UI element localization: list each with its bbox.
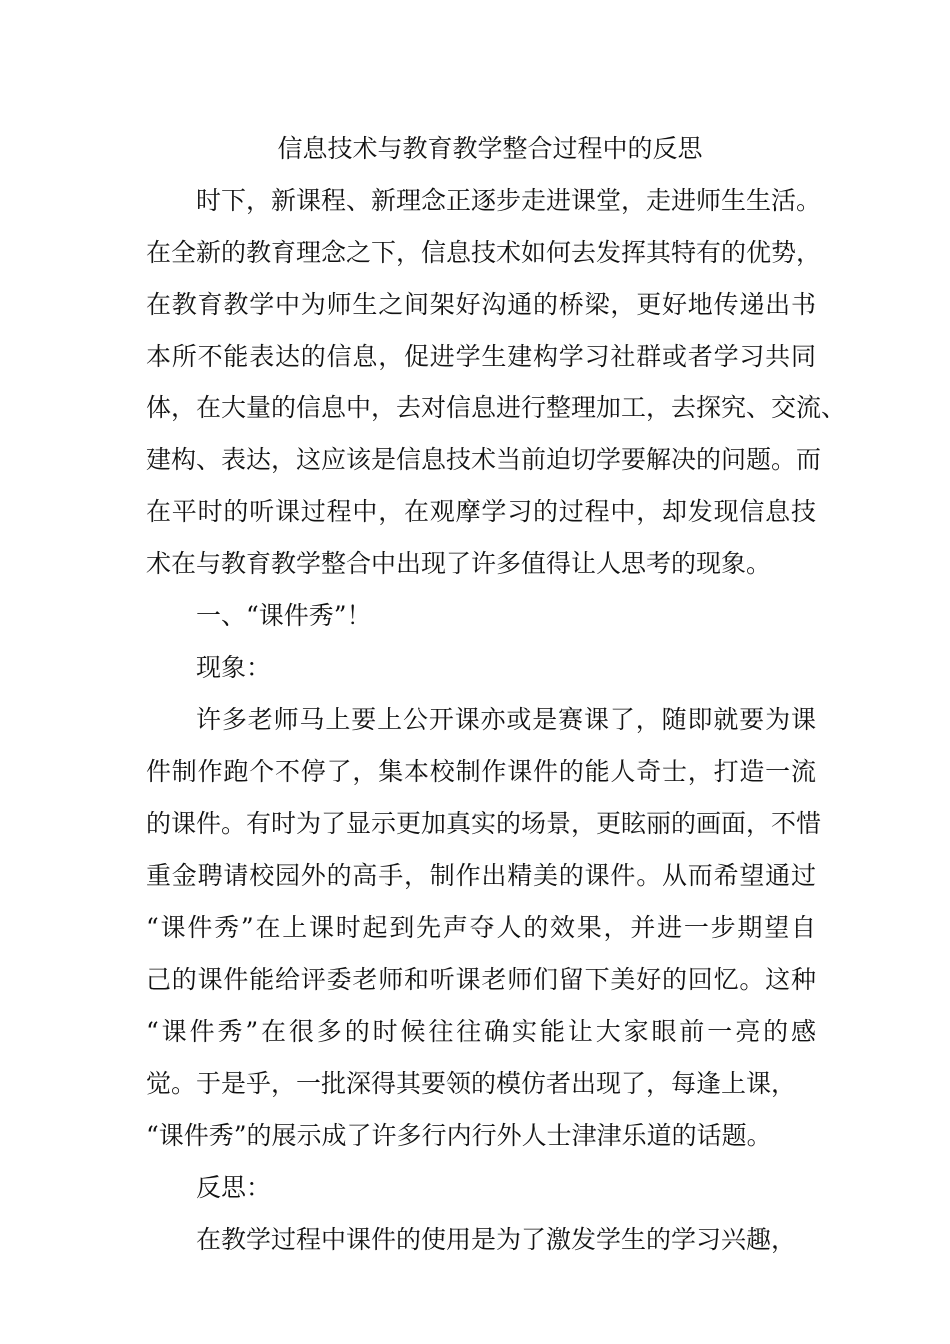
paragraph-line: 觉。于是乎，一批深得其要领的模仿者出现了，每逢上课， — [146, 1069, 797, 1098]
subheading-reflection: 反思： — [196, 1173, 272, 1202]
paragraph-line: 建构、表达，这应该是信息技术当前迫切学要解决的问题。而 — [146, 445, 822, 474]
paragraph-line: 在教育教学中为师生之间架好沟通的桥梁，更好地传递出书 — [146, 290, 816, 319]
paragraph-line: 本所不能表达的信息，促进学生建构学习社群或者学习共同 — [146, 342, 816, 371]
paragraph-line: 体，在大量的信息中，去对信息进行整理加工，去探究、交流、 — [146, 393, 847, 422]
paragraph-line: 时下，新课程、新理念正逐步走进课堂，走进师生生活。 — [196, 186, 822, 215]
paragraph-line: “课件秀”在很多的时候往往确实能让大家眼前一亮的感 — [146, 1017, 816, 1046]
document-title: 信息技术与教育教学整合过程中的反思 — [277, 134, 703, 163]
paragraph-line: 在全新的教育理念之下，信息技术如何去发挥其特有的优势， — [146, 238, 822, 267]
paragraph-line: 的课件。有时为了显示更加真实的场景，更眩丽的画面，不惜 — [146, 809, 822, 838]
paragraph-line: 己的课件能给评委老师和听课老师们留下美好的回忆。这种 — [146, 965, 816, 994]
paragraph-line: 重金聘请校园外的高手，制作出精美的课件。从而希望通过 — [146, 861, 816, 890]
paragraph-line: 件制作跑个不停了，集本校制作课件的能人奇士，打造一流 — [146, 757, 816, 786]
paragraph-line: “课件秀”在上课时起到先声夺人的效果，并进一步期望自 — [146, 913, 816, 942]
paragraph-line: 许多老师马上要上公开课亦或是赛课了，随即就要为课 — [196, 705, 816, 734]
section-heading: 一、“课件秀”！ — [196, 601, 372, 630]
subheading-phenomenon: 现象： — [196, 653, 272, 682]
paragraph-line: 在教学过程中课件的使用是为了激发学生的学习兴趣， — [196, 1225, 797, 1254]
paragraph-line: 在平时的听课过程中，在观摩学习的过程中，却发现信息技 — [146, 497, 816, 526]
paragraph-line: “课件秀”的展示成了许多行内行外人士津津乐道的话题。 — [146, 1121, 772, 1150]
paragraph-line: 术在与教育教学整合中出现了许多值得让人思考的现象。 — [146, 549, 772, 578]
